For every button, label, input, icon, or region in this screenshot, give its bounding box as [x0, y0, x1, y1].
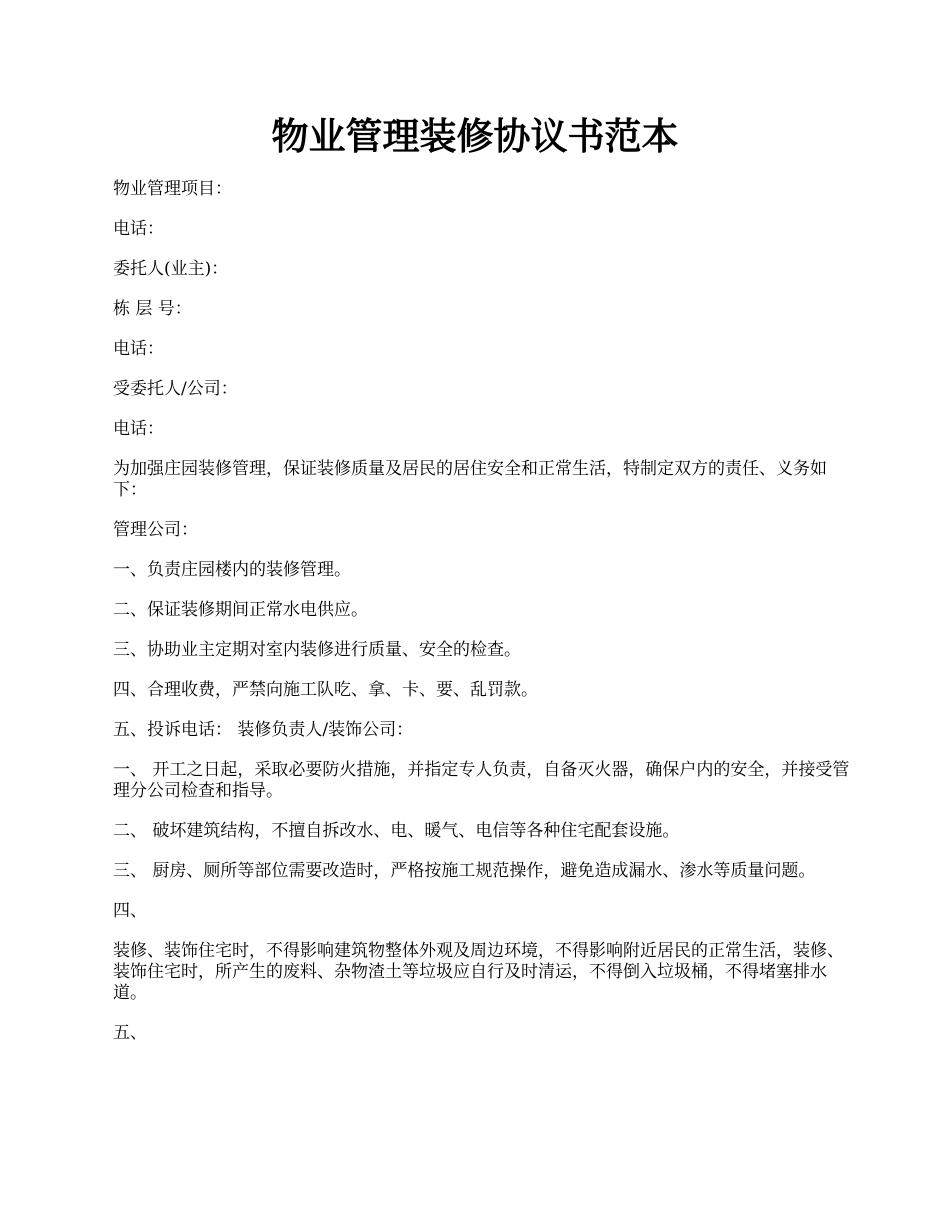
field-unit-number: 栋 层 号： [113, 299, 192, 319]
clause: 三、协助业主定期对室内装修进行质量、安全的检查。 [113, 640, 521, 660]
clause: 五、投诉电话： 装修负责人/装饰公司： [113, 720, 414, 740]
preamble: 为加强庄园装修管理，保证装修质量及居民的居住安全和正常生活，特制定双方的责任、义务如下： [113, 459, 827, 500]
clause: 一、 开工之日起，采取必要防火措施，并指定专人负责，自备灭火器，确保户内的安全，并接受管理分公司检查和指导。 [113, 760, 850, 801]
document-body [113, 179, 858, 1063]
clause: 二、 破坏建筑结构，不擅自拆改水、电、暖气、电信等各种住宅配套设施。 [113, 821, 680, 841]
clause: 三、 厨房、厕所等部位需要改造时，严格按施工规范操作，避免造成漏水、渗水等质量问题。 [113, 861, 816, 881]
clause: 四、 [113, 901, 147, 921]
field-project: 物业管理项目： [113, 179, 232, 199]
clause: 二、保证装修期间正常水电供应。 [113, 600, 368, 620]
section-heading: 管理公司： [113, 520, 198, 540]
clause: 一、负责庄园楼内的装修管理。 [113, 560, 351, 580]
clause: 五、 [113, 1023, 147, 1043]
field-contractor: 受委托人/公司： [113, 379, 238, 399]
field-phone: 电话： [113, 419, 164, 439]
document-title: 物业管理装修协议书范本 [271, 114, 679, 158]
field-phone: 电话： [113, 339, 164, 359]
field-client: 委托人(业主)： [113, 259, 229, 279]
field-phone: 电话： [113, 219, 164, 239]
clause-text: 装修、装饰住宅时，不得影响建筑物整体外观及周边环境，不得影响附近居民的正常生活，装修、装饰住宅时，所产生的废料、杂物渣土等垃圾应自行及时清运，不得倒入垃圾桶，不得堵塞排水道。 [113, 941, 844, 1003]
clause: 四、合理收费，严禁向施工队吃、拿、卡、要、乱罚款。 [113, 680, 538, 700]
